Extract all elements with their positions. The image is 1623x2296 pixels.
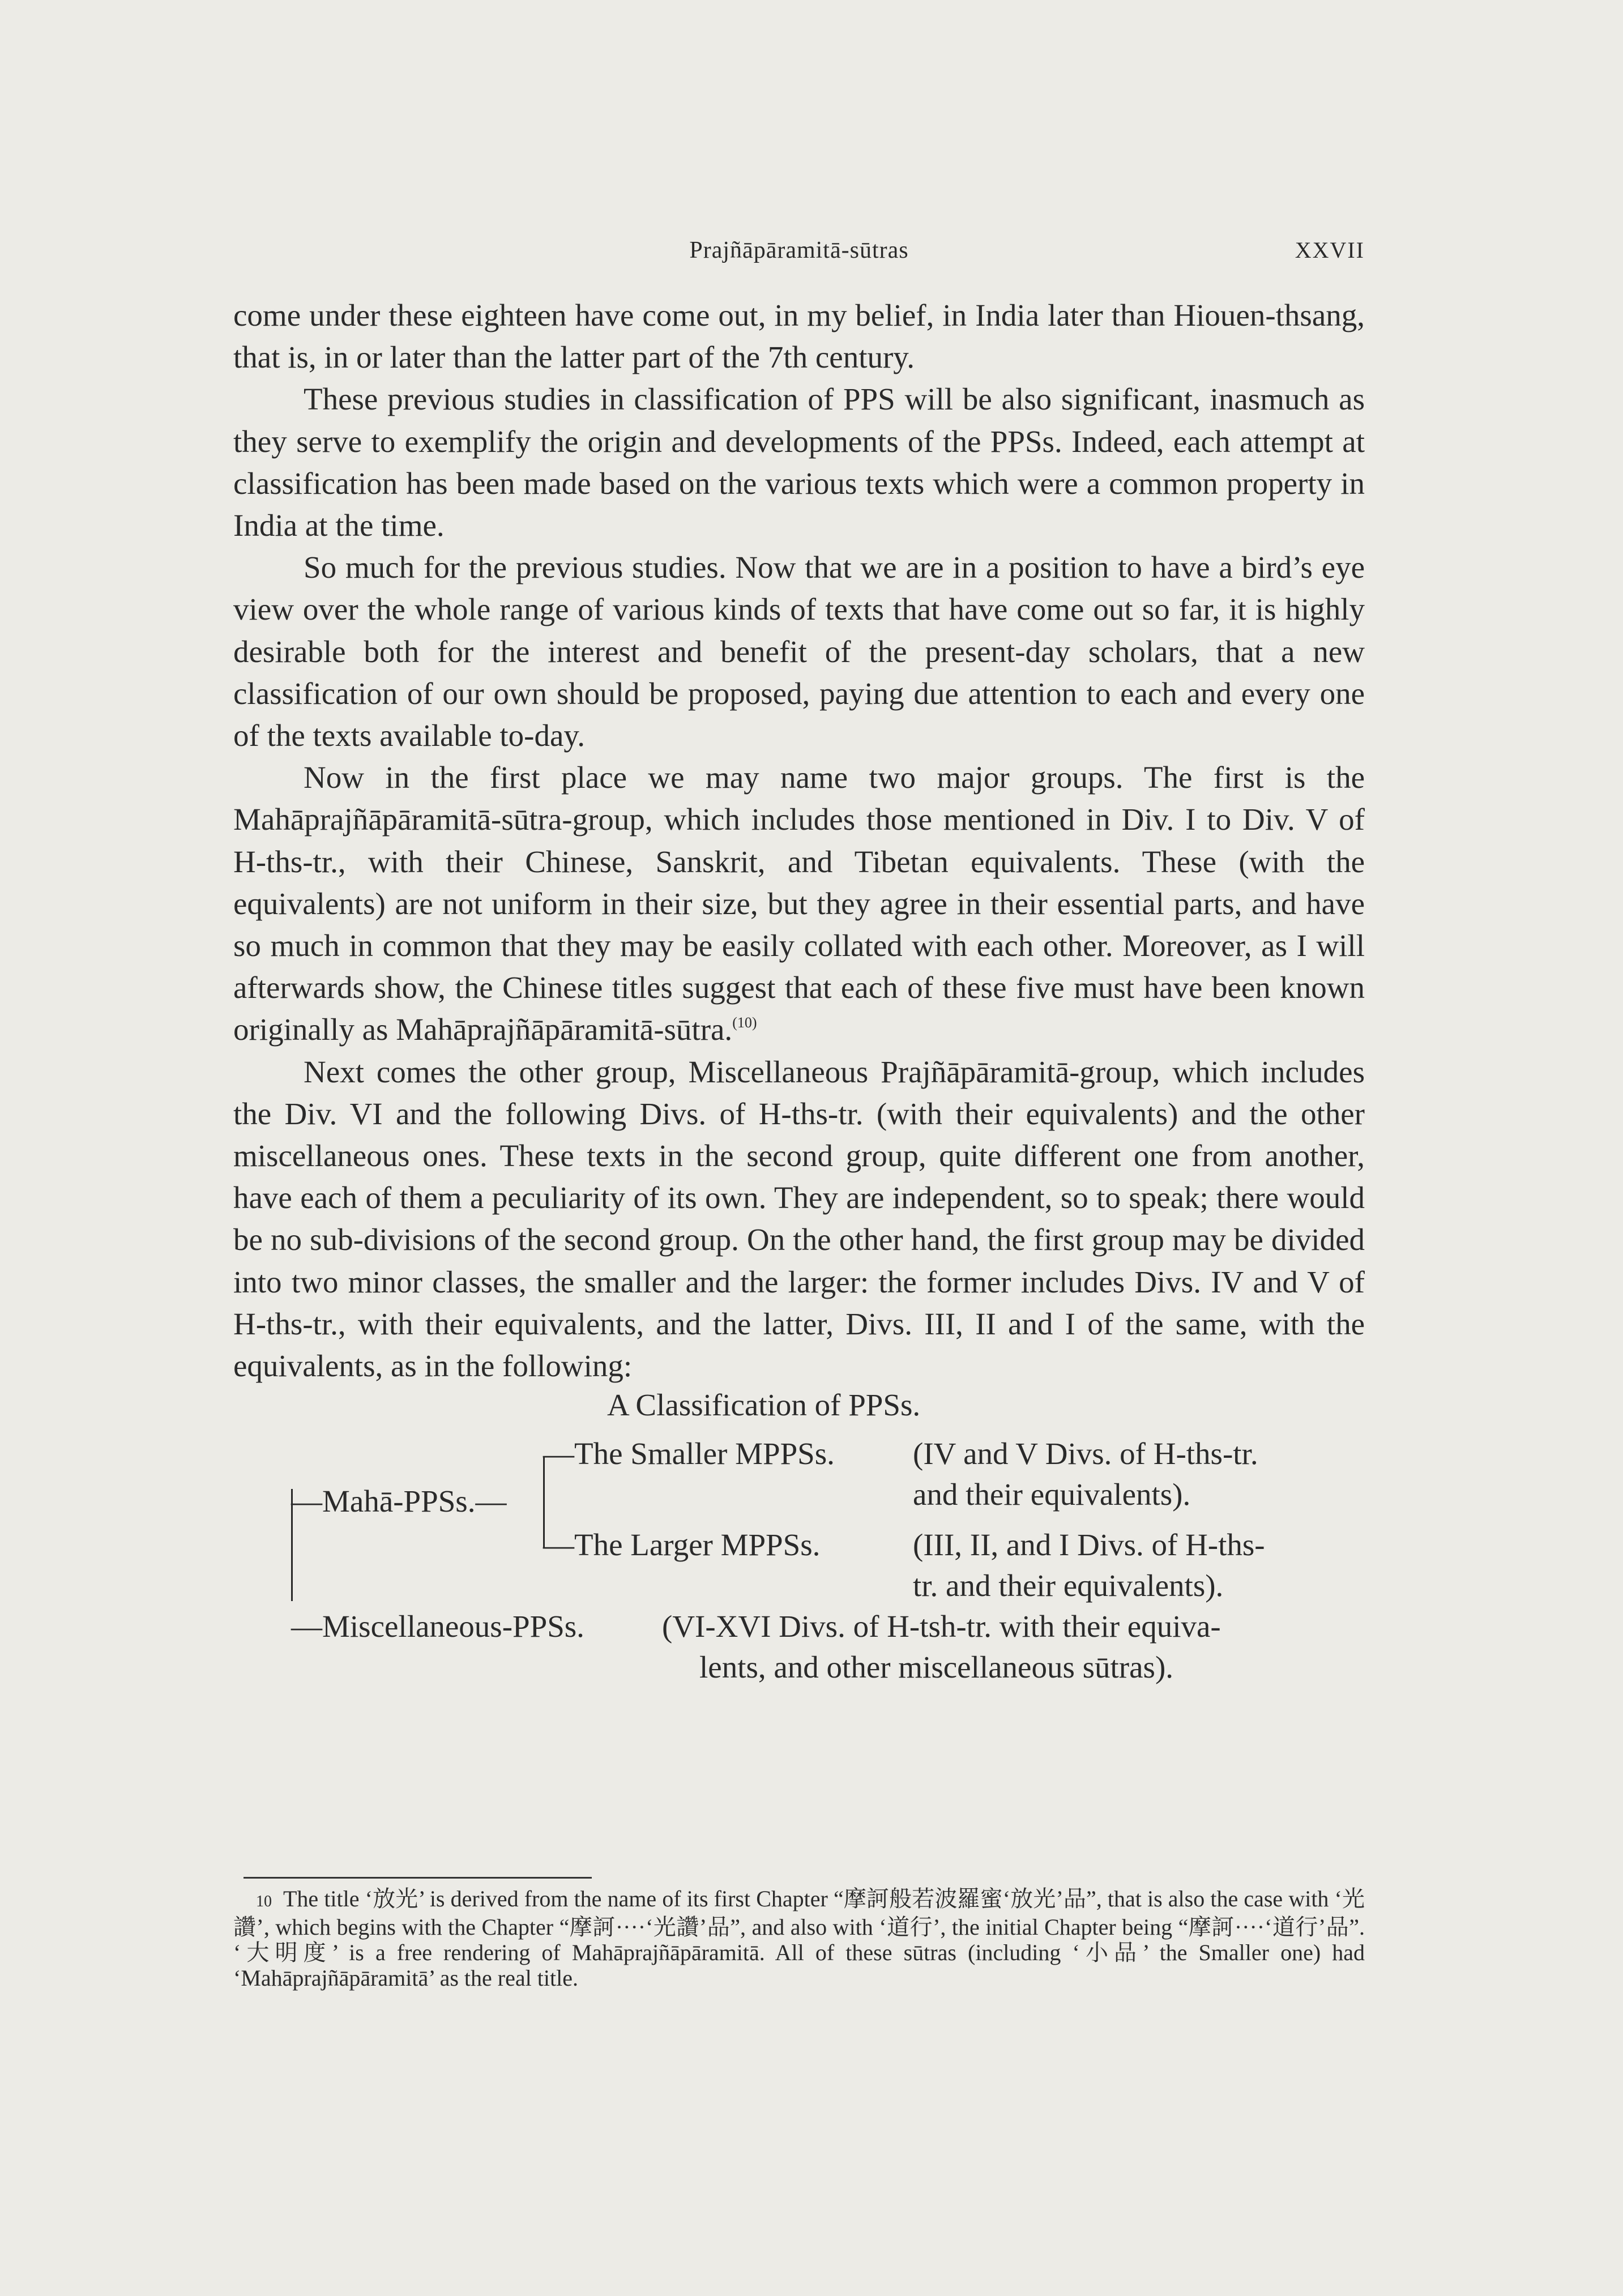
miscellaneous-ppss-desc-1: (VI-XVI Divs. of H-tsh-tr. with their equiva- <box>662 1609 1221 1644</box>
footnote-rule <box>244 1877 592 1879</box>
page-header <box>233 237 1365 276</box>
maha-ppss-label: —Mahā-PPSs.— <box>291 1484 507 1519</box>
miscellaneous-ppss-label: —Miscellaneous-PPSs. <box>291 1609 584 1644</box>
larger-mppss-desc-1: (III, II, and I Divs. of H-ths- <box>913 1527 1265 1563</box>
paragraph-1: come under these eighteen have come out, in my belief, in India later than Hiouen-thsang, that is, in or later than the latter part of the 7th century. <box>233 298 1365 375</box>
paragraph-5: Next comes the other group, Miscellaneous Prajñāpāramitā-group, which includes the Div. VI and the following Divs. of H-ths-tr. (with their equivalents) and the other miscellaneous ones. These texts in the second group, quite different one from another, have each of them a peculiarity of its own. They are independent, so to speak; there would be no sub-divisions of the second group. On the other hand, the first group may be divided into two minor classes, the smaller and the larger: the former includes Divs. IV and V of H-ths-tr., with their equivalents, and the latter, Divs. III, II and I of the same, with the equivalents, as in the following: <box>233 1054 1365 1384</box>
smaller-mppss-label: —The Smaller MPPSs. <box>543 1436 835 1471</box>
footnote-reference[interactable]: (10) <box>732 1014 757 1031</box>
paragraph-2: These previous studies in classification of PPS will be also significant, inasmuch as they serve to exemplify the origin and developments of the PPSs. Indeed, each attempt at classification has been made based on the various texts which were a common property in India at the time. <box>233 382 1365 543</box>
smaller-mppss-desc-2: and their equivalents). <box>913 1477 1191 1512</box>
larger-mppss-label: —The Larger MPPSs. <box>543 1527 821 1563</box>
footnote <box>233 1886 1365 1991</box>
paragraph-3: So much for the previous studies. Now that we are in a position to have a bird’s eye view over the whole range of various kinds of texts that have come out so far, it is highly desirable both for the interest and benefit of the present-day scholars, that a new classification of our own should be proposed, paying due attention to each and every one of the texts available to-day. <box>233 550 1365 753</box>
paragraph-4 <box>233 757 1365 1051</box>
page-number: XXVII <box>1295 237 1365 263</box>
footnote-number: 10 <box>256 1893 272 1910</box>
running-title: Prajñāpāramitā-sūtras <box>689 237 909 263</box>
body-text <box>233 295 1365 1685</box>
classification-title: A Classification of PPSs. <box>607 1388 921 1423</box>
footnote-text: The title ‘放光’ is derived from the name of its first Chapter “摩訶般若波羅蜜‘放光’品”, that is also the case with ‘光讚’, which begins with the Chapter “摩訶····‘光讚’品”, and also with ‘道行’, the initial Chapter being “摩訶····‘道行’品”. ‘大明度’ is a free rendering of Mahāprajñāpāramitā. All of these sūtras (including ‘小品’ the Smaller one) had ‘Mahāprajñāpāramitā’ as the real title. <box>233 1886 1365 1991</box>
classification-diagram <box>233 1387 1365 1685</box>
larger-mppss-desc-2: tr. and their equivalents). <box>913 1568 1224 1603</box>
smaller-mppss-desc-1: (IV and V Divs. of H-ths-tr. <box>913 1436 1258 1471</box>
miscellaneous-ppss-desc-2: lents, and other miscellaneous sūtras). <box>699 1650 1174 1685</box>
paragraph-4-text: Now in the first place we may name two major groups. The first is the Mahāprajñāpāramitā-sūtra-group, which includes those mentioned in Div. I to Div. V of H-ths-tr., with their Chinese, Sanskrit, and Tibetan equivalents. These (with the equivalents) are not uniform in their size, but they agree in their essential parts, and have so much in common that they may be easily collated with each other. Moreover, as I will afterwards show, the Chinese titles suggest that each of these five must have been known originally as Mahāprajñāpāramitā-sūtra. <box>233 760 1365 1047</box>
